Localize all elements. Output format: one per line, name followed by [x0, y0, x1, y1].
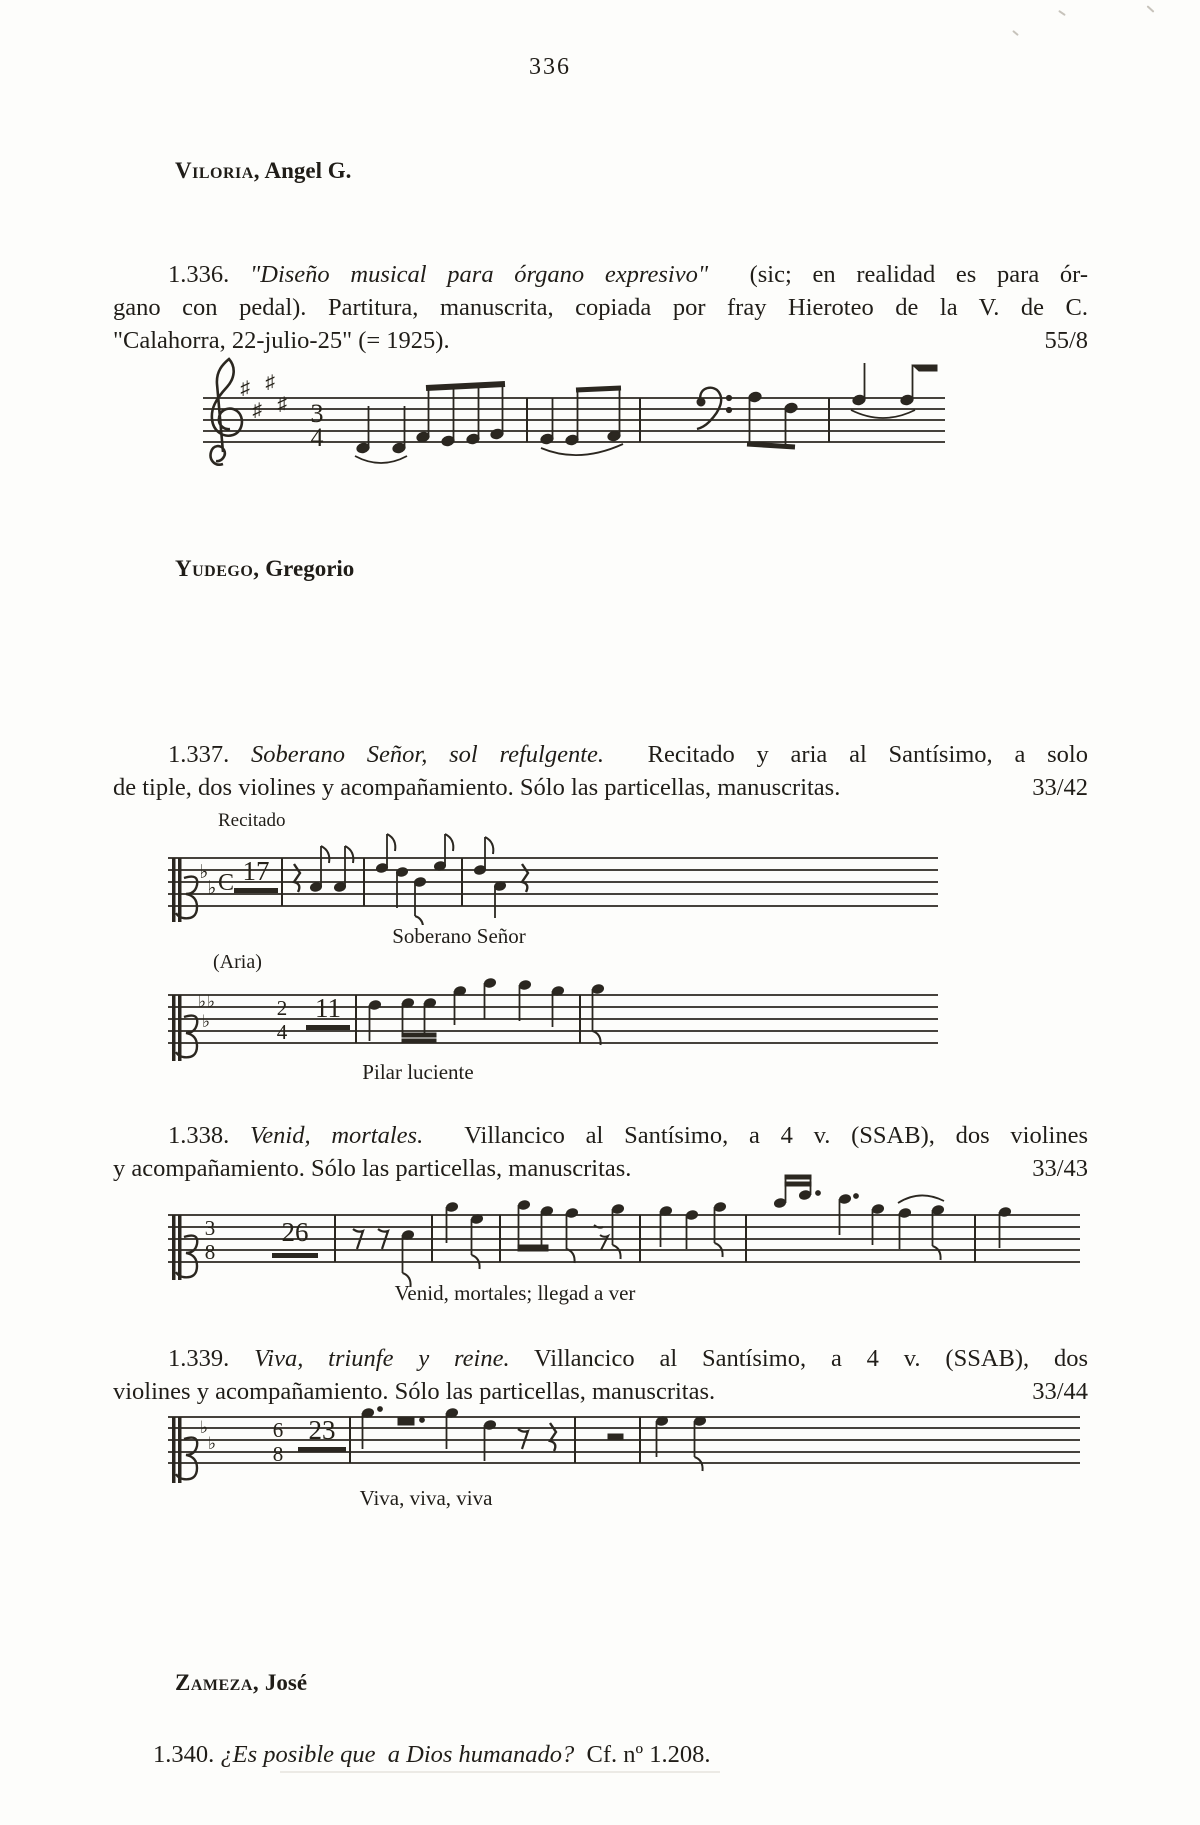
augmentation-dot [816, 1191, 821, 1196]
sharp-icon: ♯ [240, 378, 250, 399]
multirest [298, 1415, 346, 1452]
flat-icon: ♭ [206, 992, 216, 1011]
augmentation-dot [420, 1418, 425, 1423]
key-signature [198, 992, 215, 1031]
time-signature [205, 1216, 216, 1264]
key-signature [240, 372, 287, 421]
note [774, 1198, 787, 1209]
staff-lines [168, 858, 938, 906]
entry-1337 [113, 738, 1088, 804]
entry-line [113, 1342, 1088, 1375]
flag [321, 846, 329, 863]
entry-number: 1.337. [168, 741, 252, 768]
entry-line [113, 771, 1088, 804]
entry-text: Cf. nº 1.208. [574, 1741, 711, 1768]
author-surname: Viloria, [175, 158, 261, 183]
entry-line [113, 1119, 1088, 1152]
note [566, 1208, 579, 1219]
key-signature [200, 1418, 216, 1453]
multirest-number: 23 [308, 1415, 336, 1445]
soprano-clef-icon [172, 1215, 197, 1280]
entry-text: y acompañamiento. Sólo las particellas, manuscritas. [113, 1155, 632, 1182]
entry-text: violines y acompañamiento. Sólo las particellas, manuscritas. [113, 1378, 716, 1405]
sixteenth-rest-icon [594, 1225, 608, 1250]
author-heading-yudego [175, 556, 354, 582]
multirest [272, 1217, 318, 1258]
incipit-caption-soberano: Soberano Señor [392, 924, 526, 948]
flat-icon: ♭ [207, 878, 217, 899]
movement-label-aria: (Aria) [213, 951, 262, 973]
slur [898, 1195, 944, 1203]
svg-text:3: 3 [204, 1216, 216, 1240]
multirest [306, 993, 350, 1030]
beam [402, 1039, 436, 1043]
flag [913, 365, 938, 371]
svg-text:4: 4 [310, 423, 324, 452]
soprano-clef-icon [172, 858, 197, 922]
notes [282, 834, 528, 925]
beam [576, 388, 621, 390]
scan-smudge [280, 1771, 720, 1773]
flat-icon: ♭ [197, 992, 207, 1011]
beam [785, 1175, 811, 1179]
music-incipit-1338 [160, 1173, 1085, 1295]
flag [485, 837, 493, 854]
flat-icon: ♭ [201, 1012, 211, 1031]
beam [747, 444, 795, 447]
shelfmark: 55/8 [1044, 327, 1088, 354]
entry-title: "Diseño musical para órgano expresivo" [249, 261, 709, 288]
flag [387, 834, 395, 851]
author-heading-viloria [175, 158, 351, 184]
half-rest-icon [608, 1434, 623, 1440]
flat-icon: ♭ [207, 1434, 217, 1453]
eighth-rest-icon [518, 1429, 528, 1449]
beam [426, 384, 505, 388]
beam [518, 1245, 548, 1251]
flag [695, 1457, 703, 1471]
shelfmark: 33/44 [1032, 1378, 1088, 1405]
scan-speck [1146, 5, 1154, 13]
slur [355, 456, 407, 463]
notes [355, 363, 937, 463]
beam [785, 1182, 811, 1186]
svg-text:3: 3 [310, 399, 324, 428]
scan-speck [1012, 30, 1019, 36]
entry-title: Viva, triunfe y reine. [254, 1345, 510, 1372]
note [519, 980, 532, 991]
entry-text: "Calahorra, 22-julio-25" (= 1925). [113, 327, 450, 354]
beam [402, 1033, 436, 1037]
svg-text:2: 2 [276, 996, 288, 1020]
incipit-caption-venid: Venid, mortales; llegad a ver [394, 1281, 636, 1305]
note [369, 1000, 382, 1011]
flag [345, 846, 353, 863]
note [612, 1204, 625, 1215]
music-incipit-1337-recitado [160, 830, 950, 925]
entry-title: Venid, mortales. [250, 1122, 424, 1149]
author-heading-zameza [175, 1670, 307, 1696]
note [714, 1202, 727, 1213]
slur [541, 444, 623, 455]
entry-title: ¿Es posible que a Dios humanado? [220, 1741, 575, 1768]
entry-text: Villancico al Santísimo, a 4 v. (SSAB), dos violines [423, 1122, 1089, 1149]
author-given: Gregorio [265, 556, 355, 581]
entry-text: Villancico al Santísimo, a 4 v. (SSAB), dos [509, 1345, 1089, 1372]
note [932, 1205, 945, 1216]
entry-text: gano con pedal). Partitura, manuscrita, copiada por fray Hieroteo de la V. de C. [113, 294, 1088, 321]
shelfmark: 33/42 [1032, 774, 1088, 801]
entry-title: Soberano Señor, sol refulgente. [251, 741, 605, 768]
quarter-rest-icon [294, 864, 300, 892]
svg-text:4: 4 [276, 1020, 288, 1044]
note [484, 978, 497, 989]
soprano-clef-icon [172, 1417, 197, 1483]
entry-text: de tiple, dos violines y acompañamiento. Sólo las particellas, manuscritas. [113, 774, 841, 801]
shelfmark: 33/43 [1032, 1155, 1088, 1182]
note [446, 1202, 459, 1213]
note [799, 1190, 812, 1201]
movement-label-recitado: Recitado [218, 810, 286, 831]
note [518, 1200, 531, 1211]
entry-text: Recitado y aria al Santísimo, a solo [604, 741, 1088, 768]
sharp-icon: ♯ [252, 400, 262, 421]
entry-number: 1.339. [168, 1345, 255, 1372]
augmentation-dot [854, 1194, 859, 1199]
rest [398, 1417, 414, 1425]
incipit-caption-pilar: Pilar luciente [362, 1060, 474, 1084]
time-signature [277, 996, 288, 1044]
author-given: Angel G. [264, 158, 352, 183]
note [839, 1194, 852, 1205]
svg-text:6: 6 [272, 1418, 284, 1442]
entry-line [113, 291, 1088, 324]
entry-number: 1.340. [153, 1741, 221, 1768]
flag [567, 1249, 575, 1263]
sharp-icon: ♯ [277, 394, 287, 415]
entry-line [113, 258, 1088, 291]
flat-icon: ♭ [199, 1418, 209, 1437]
author-surname: Zameza, [175, 1670, 260, 1695]
flag [613, 1245, 621, 1259]
music-incipit-1339 [160, 1385, 1085, 1500]
flat-icon: ♭ [199, 862, 209, 883]
augmentation-dot [378, 1407, 383, 1412]
staff-lines [168, 1417, 1080, 1463]
music-incipit-1337-aria [160, 975, 950, 1075]
svg-text:8: 8 [204, 1240, 216, 1264]
page-number: 336 [529, 54, 571, 80]
entry-text: (sic; en realidad es para ór- [708, 261, 1089, 288]
incipit-caption-viva: Viva, viva, viva [359, 1486, 493, 1510]
quarter-rest-icon [522, 864, 528, 892]
author-surname: Yudego, [175, 556, 260, 581]
entry-line [113, 738, 1088, 771]
note [592, 984, 605, 995]
soprano-clef-icon [172, 995, 197, 1061]
svg-text:8: 8 [272, 1442, 284, 1466]
sharp-icon: ♯ [265, 372, 275, 393]
multirest [234, 856, 278, 893]
entry-number: 1.336. [168, 261, 250, 288]
notes [335, 1175, 1011, 1287]
multirest-number: 11 [315, 993, 341, 1023]
note [899, 1208, 912, 1219]
multirest-number: 17 [242, 856, 270, 886]
entry-line [113, 1738, 1088, 1771]
note [872, 1204, 885, 1215]
slur [851, 410, 915, 418]
multirest-number: 26 [281, 1217, 309, 1247]
notes [356, 978, 604, 1045]
time-signature [273, 1418, 284, 1466]
entry-number: 1.338. [168, 1122, 251, 1149]
entry-1340 [113, 1738, 1088, 1771]
flag [445, 834, 453, 851]
time-signature [311, 399, 324, 452]
scan-speck [1058, 10, 1066, 16]
time-signature: C [217, 870, 235, 896]
note [686, 1210, 699, 1221]
treble-clef-icon [211, 359, 242, 465]
flag [933, 1246, 941, 1260]
author-given: José [264, 1670, 308, 1695]
music-incipit-1336 [195, 340, 955, 475]
